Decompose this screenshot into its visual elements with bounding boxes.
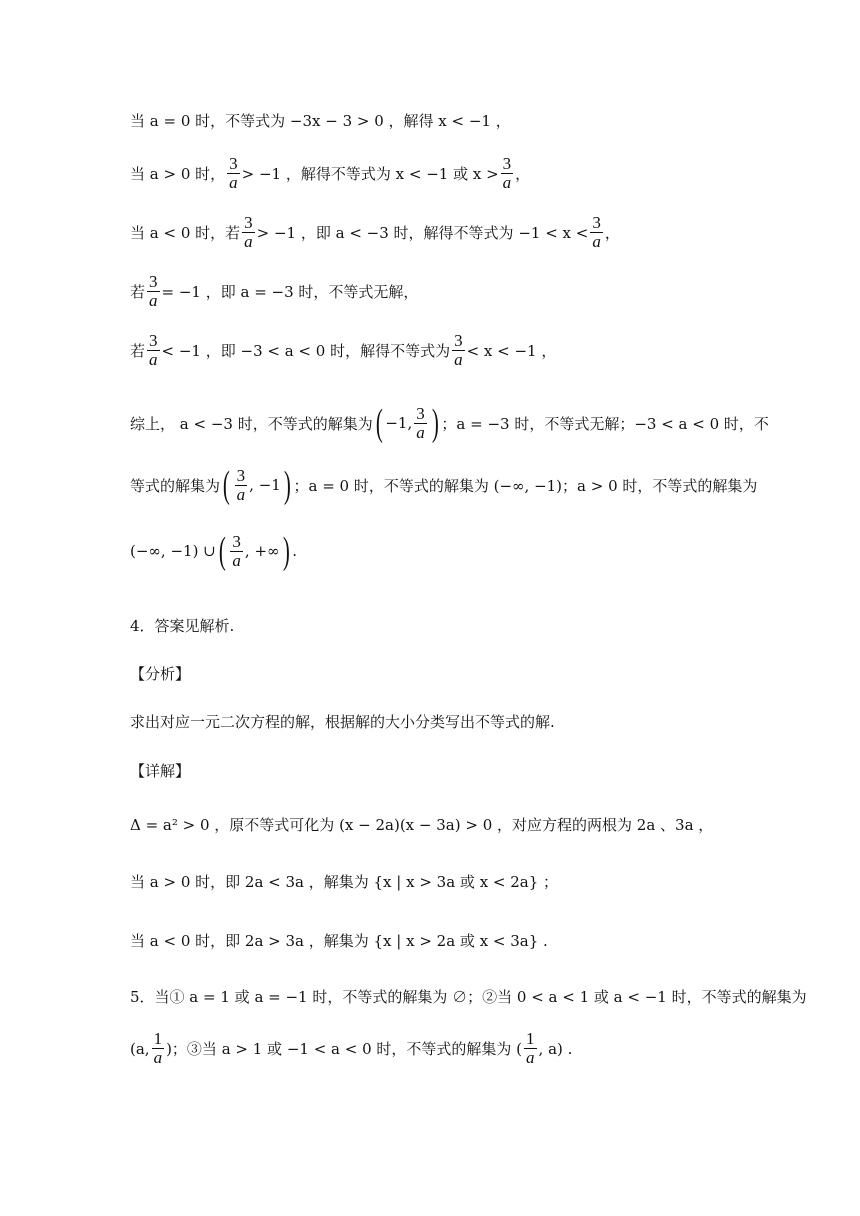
- solution-line-a-zero: [130, 110, 511, 131]
- fraction-1-over-a: [524, 1030, 537, 1067]
- denominator: a: [416, 422, 425, 442]
- text: 当 a < 0 时，若: [130, 224, 241, 242]
- summary-line-3: [130, 532, 297, 570]
- fraction-3-over-a: [414, 405, 427, 442]
- denominator: a: [153, 1048, 163, 1067]
- detail-heading: [130, 760, 190, 781]
- text: = −1 ，即 a = −3 时，不等式无解，: [161, 283, 419, 301]
- text: (a,: [130, 1039, 150, 1058]
- denominator: a: [229, 173, 238, 192]
- text: 【分析】: [130, 665, 191, 683]
- question-4-heading: [130, 615, 234, 636]
- left-paren: (: [222, 464, 230, 506]
- text: 【详解】: [130, 762, 191, 780]
- text: −1,: [385, 414, 413, 432]
- fraction-3-over-a: [227, 155, 240, 192]
- text: 若: [130, 342, 146, 360]
- fraction-3-over-a: [242, 214, 255, 251]
- solution-line-a-negative: [130, 214, 620, 251]
- text: < x < −1 ，: [466, 342, 557, 360]
- text: 若: [130, 283, 146, 301]
- text: 综上， a < −3 时，不等式的解集为: [130, 414, 373, 433]
- right-paren: ): [282, 530, 290, 572]
- right-paren: ): [283, 464, 291, 506]
- numerator: 3: [236, 465, 246, 485]
- solution-line-a-minus-three: [130, 273, 418, 310]
- text: ；a = 0 时，不等式的解集为 (−∞, −1)；a > 0 时，不等式的解集为: [293, 476, 758, 495]
- numerator: 3: [149, 272, 158, 291]
- text: ，: [515, 165, 531, 183]
- fraction-3-over-a: [590, 214, 603, 251]
- denominator: a: [149, 291, 158, 310]
- numerator: 3: [592, 213, 601, 232]
- analysis-heading: [130, 663, 190, 684]
- numerator: 3: [244, 213, 253, 232]
- denominator: a: [454, 350, 463, 369]
- left-paren: (: [375, 402, 383, 444]
- fraction-3-over-a: [147, 332, 160, 369]
- denominator: a: [232, 550, 241, 570]
- question-5-line-2: [130, 1030, 572, 1067]
- numerator: 3: [232, 531, 241, 551]
- text: > −1 ，即 a < −3 时，解得不等式为 −1 < x <: [256, 224, 589, 242]
- denominator: a: [502, 173, 512, 192]
- denominator: a: [592, 232, 601, 251]
- numerator: 3: [454, 331, 463, 350]
- text: < −1 ，即 −3 < a < 0 时，解得不等式为: [161, 342, 451, 360]
- fraction-3-over-a: [452, 332, 465, 369]
- solution-line-a-between: [130, 332, 556, 369]
- text: ；a = −3 时，不等式无解；−3 < a < 0 时，不: [441, 414, 769, 433]
- detail-negative-line: [130, 930, 548, 951]
- text: 4．答案见解析.: [130, 617, 235, 635]
- numerator: 3: [502, 154, 512, 173]
- numerator: 3: [149, 331, 158, 350]
- text: > −1 ，解得不等式为 x < −1 或 x >: [241, 165, 499, 183]
- summary-line-1: [130, 404, 769, 442]
- text: 当 a > 0 时，: [130, 165, 226, 183]
- fraction-3-over-a: [147, 273, 160, 310]
- text: 当 a < 0 时，即 2a > 3a ，解集为 {x | x > 2a 或 x < 3a} .: [130, 932, 548, 950]
- text: .: [292, 542, 297, 560]
- text: Δ = a² > 0 ，原不等式可化为 (x − 2a)(x − 3a) > 0 ，对应方程的两根为 2a 、3a ，: [130, 816, 714, 834]
- text: , −1: [249, 476, 281, 494]
- solution-line-a-positive: [130, 155, 530, 192]
- fraction-3-over-a: [235, 467, 248, 504]
- text: 等式的解集为: [130, 476, 221, 495]
- text: ，: [604, 224, 620, 242]
- fraction-3-over-a: [230, 533, 243, 570]
- numerator: 3: [416, 403, 425, 423]
- detail-positive-line: [130, 871, 558, 892]
- fraction-3-over-a: [501, 155, 514, 192]
- denominator: a: [149, 350, 158, 369]
- fraction-1-over-a: [152, 1030, 165, 1067]
- right-paren: ): [431, 402, 439, 444]
- summary-line-2: [130, 466, 757, 504]
- question-5-line-1: [130, 986, 807, 1007]
- text: 求出对应一元二次方程的解，根据解的大小分类写出不等式的解.: [130, 713, 555, 731]
- denominator: a: [244, 232, 253, 251]
- numerator: 3: [229, 154, 238, 173]
- text: (−∞, −1) ∪: [130, 542, 216, 560]
- text: , +∞: [244, 542, 280, 560]
- text: 当 a > 0 时，即 2a < 3a ，解集为 {x | x > 3a 或 x < 2a} ；: [130, 873, 559, 891]
- text: 当 a = 0 时，不等式为 −3x − 3 > 0 ，解得 x < −1 ，: [130, 112, 511, 130]
- left-paren: (: [218, 530, 226, 572]
- numerator: 1: [153, 1029, 163, 1048]
- denominator: a: [526, 1048, 535, 1067]
- analysis-text: [130, 711, 555, 732]
- detail-discriminant-line: [130, 814, 713, 835]
- numerator: 1: [526, 1029, 535, 1048]
- text: 5．当① a = 1 或 a = −1 时，不等式的解集为 ∅；②当 0 < a < 1 或 a < −1 时，不等式的解集为: [130, 988, 807, 1006]
- denominator: a: [236, 484, 246, 504]
- text: , a) .: [538, 1039, 573, 1058]
- text: )；③当 a > 1 或 −1 < a < 0 时，不等式的解集为 (: [166, 1040, 523, 1058]
